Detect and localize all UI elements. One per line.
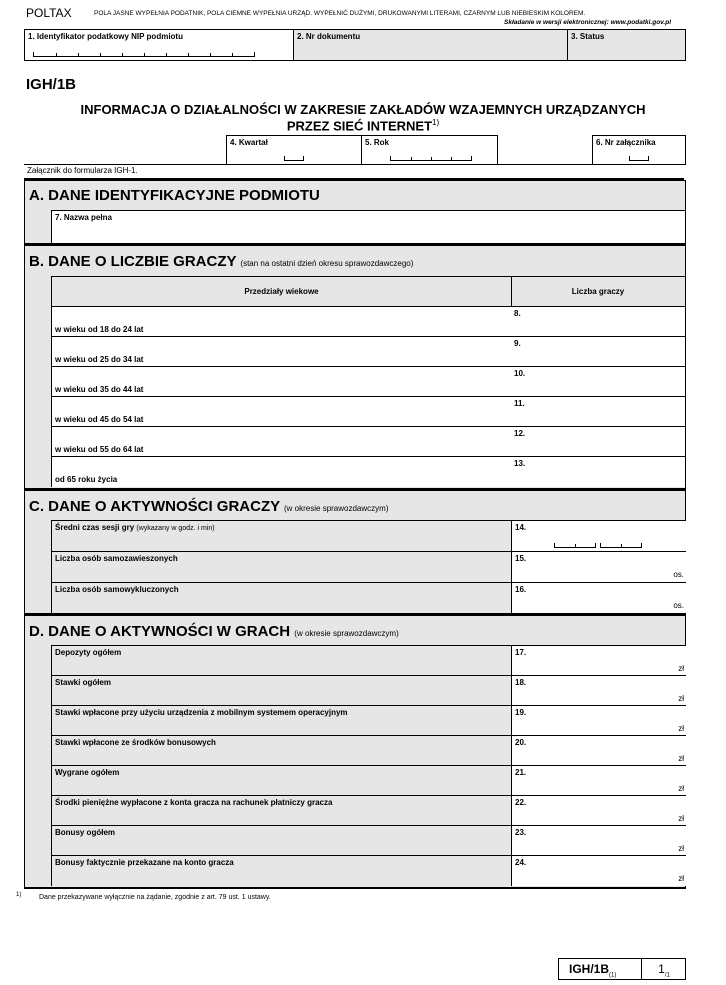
self-suspended-field[interactable] [511, 552, 687, 582]
footnote-text: Dane przekazywane wyłącznie na żądanie, zgodnie z art. 79 ust. 1 ustawy. [39, 894, 271, 901]
section-d [24, 615, 686, 889]
player-count-num: 11. [514, 399, 525, 408]
age-table-header-count [511, 276, 685, 307]
age-row [51, 396, 685, 427]
age-row-label-cell [51, 307, 512, 337]
currency-unit: zł [678, 754, 684, 763]
session-time-label-text: Średni czas sesji gry [55, 523, 135, 532]
footer-code-text: IGH/1B [569, 962, 610, 976]
player-count-num: 9. [514, 339, 521, 348]
activity-row-num: 21. [515, 768, 527, 777]
section-b [24, 245, 686, 490]
activity-amount-field[interactable] [511, 766, 687, 796]
quarter-comb [284, 156, 304, 161]
section-a [24, 180, 686, 245]
minutes-comb [600, 543, 642, 548]
self-excluded-row [51, 582, 686, 613]
nip-field[interactable] [25, 30, 294, 60]
year-label: 5. Rok [365, 138, 390, 147]
age-row [51, 426, 685, 457]
age-row [51, 306, 685, 337]
activity-row [51, 705, 686, 736]
section-c-title-text: C. DANE O AKTYWNOŚCI GRACZY [29, 498, 280, 515]
player-count-field[interactable] [511, 337, 685, 367]
activity-row-label: Depozyty ogółem [55, 648, 122, 657]
activity-row-label: Środki pieniężne wypłacone z konta gracza na rachunek płatniczy gracza [55, 798, 333, 807]
self-excluded-num: 16. [515, 585, 527, 594]
player-count-field[interactable] [511, 367, 685, 397]
activity-row-label: Bonusy ogółem [55, 828, 116, 837]
attachment-no-field[interactable] [592, 135, 686, 165]
fill-instructions: POLA JASNE WYPEŁNIA PODATNIK, POLA CIEMNE WYPEŁNIA URZĄD. WYPEŁNIĆ DUŻYMI, DRUKOWANYMI LITERAMI, CZARNYM LUB NIEBIESKIM KOLOREM. [94, 10, 586, 17]
doc-no-label: 2. Nr dokumentu [297, 32, 361, 41]
form-title-line2 [0, 118, 726, 133]
self-suspended-label: Liczba osób samozawieszonych [55, 554, 178, 563]
session-time-field[interactable] [511, 521, 687, 551]
currency-unit: zł [678, 724, 684, 733]
age-row-label: w wieku od 55 do 64 lat [55, 445, 144, 454]
activity-row-num: 20. [515, 738, 527, 747]
full-name-field[interactable] [51, 210, 685, 243]
nip-comb [33, 52, 255, 57]
form-code: IGH/1B [26, 76, 77, 93]
player-count-num: 13. [514, 459, 526, 468]
player-count-field[interactable] [511, 307, 685, 337]
full-name-label: 7. Nazwa pełna [55, 213, 112, 222]
persons-unit: os. [673, 570, 684, 579]
activity-row-label: Bonusy faktycznie przekazane na konto gracza [55, 858, 234, 867]
attachment-note-row [24, 164, 684, 180]
age-row-label-cell [51, 427, 512, 457]
section-c-subtitle: (w okresie sprawozdawczym) [284, 504, 389, 513]
attachment-no-comb [629, 156, 649, 161]
age-row [51, 366, 685, 397]
activity-row-num: 24. [515, 858, 527, 867]
persons-unit: os. [673, 601, 684, 610]
activity-row-num: 23. [515, 828, 527, 837]
footer-page-sub: /1 [664, 972, 670, 979]
activity-amount-field[interactable] [511, 736, 687, 766]
age-row-label-cell [51, 337, 512, 367]
self-suspended-row [51, 551, 686, 582]
session-time-row [51, 520, 686, 551]
age-row [51, 336, 685, 367]
age-table [51, 276, 685, 488]
activity-amount-field[interactable] [511, 856, 687, 886]
session-time-label [55, 523, 215, 532]
self-excluded-label: Liczba osób samowykluczonych [55, 585, 179, 594]
attachment-no-label: 6. Nr załącznika [596, 138, 656, 147]
status-label: 3. Status [571, 32, 605, 41]
activity-row [51, 825, 686, 856]
age-row-label: w wieku od 18 do 24 lat [55, 325, 144, 334]
brand: POLTAX [26, 6, 72, 20]
section-b-subtitle: (stan na ostatni dzień okresu sprawozdawczego) [240, 259, 414, 268]
player-count-num: 12. [514, 429, 526, 438]
section-c [24, 490, 686, 615]
count-col-label: Liczba graczy [571, 287, 625, 296]
section-c-title [29, 498, 388, 515]
currency-unit: zł [678, 874, 684, 883]
age-row-label-cell [51, 457, 512, 487]
self-suspended-num: 15. [515, 554, 527, 563]
nip-label: 1. Identyfikator podatkowy NIP podmiotu [28, 32, 183, 41]
activity-row-label: Stawki wpłacone ze środków bonusowych [55, 738, 216, 747]
footnote-mark: 1) [16, 892, 22, 898]
footer-code [569, 962, 616, 978]
currency-unit: zł [678, 844, 684, 853]
age-row-label: w wieku od 25 do 34 lat [55, 355, 144, 364]
player-count-field[interactable] [511, 457, 685, 487]
age-table-header-age [51, 276, 512, 307]
electronic-filing-note: Składanie w wersji elektronicznej: www.podatki.gov.pl [504, 19, 671, 26]
footer-code-box [558, 958, 686, 980]
footer-page-num: 1 [658, 962, 665, 976]
player-count-num: 8. [514, 309, 521, 318]
year-comb [390, 156, 472, 161]
quarter-label: 4. Kwartał [230, 138, 268, 147]
section-b-title [29, 253, 413, 270]
currency-unit: zł [678, 814, 684, 823]
activity-amount-field[interactable] [511, 706, 687, 736]
footer-page [641, 959, 686, 979]
activity-row [51, 765, 686, 796]
activity-row-label: Wygrane ogółem [55, 768, 120, 777]
activity-row-num: 19. [515, 708, 527, 717]
activity-row [51, 645, 686, 676]
activity-row [51, 735, 686, 766]
age-row-label: w wieku od 35 do 44 lat [55, 385, 144, 394]
player-count-field[interactable] [511, 397, 685, 427]
title-line2-text: PRZEZ SIEĆ INTERNET [286, 118, 433, 134]
session-time-hint: (wykazany w godz. i min) [136, 525, 215, 532]
age-row-label-cell [51, 397, 512, 427]
currency-unit: zł [678, 664, 684, 673]
activity-row-label: Stawki wpłacone przy użyciu urządzenia z mobilnym systemem operacyjnym [55, 708, 348, 717]
form-title-line1: INFORMACJA O DZIAŁALNOŚCI W ZAKRESIE ZAKŁADÓW WZAJEMNYCH URZĄDZANYCH [80, 102, 646, 117]
section-d-title [29, 623, 399, 640]
activity-row-num: 17. [515, 648, 527, 657]
attachment-note-text: Załącznik do formularza IGH-1. [27, 166, 138, 175]
age-row-label-cell [51, 367, 512, 397]
year-field[interactable] [361, 135, 498, 165]
id-row [24, 29, 686, 61]
age-row-label: w wieku od 45 do 54 lat [55, 415, 144, 424]
footer-code-sub: (1) [609, 972, 617, 979]
doc-no-field [294, 30, 568, 60]
activity-amount-field[interactable] [511, 796, 687, 826]
currency-unit: zł [678, 784, 684, 793]
currency-unit: zł [678, 694, 684, 703]
activity-row-num: 18. [515, 678, 527, 687]
age-col-label: Przedziały wiekowe [244, 287, 319, 296]
activity-amount-field[interactable] [511, 646, 687, 676]
quarter-field[interactable] [226, 135, 362, 165]
activity-amount-field[interactable] [511, 676, 687, 706]
section-b-title-text: B. DANE O LICZBIE GRACZY [29, 253, 237, 270]
age-row [51, 456, 685, 487]
section-a-title: A. DANE IDENTYFIKACYJNE PODMIOTU [29, 187, 320, 204]
status-field [568, 30, 685, 60]
hours-comb [554, 543, 596, 548]
session-time-num: 14. [515, 523, 527, 532]
activity-row-label: Stawki ogółem [55, 678, 112, 687]
section-d-title-text: D. DANE O AKTYWNOŚCI W GRACH [29, 623, 291, 640]
age-row-label: od 65 roku życia [55, 475, 118, 484]
activity-amount-field[interactable] [511, 826, 687, 856]
activity-row [51, 675, 686, 706]
player-count-num: 10. [514, 369, 526, 378]
activity-row-num: 22. [515, 798, 527, 807]
section-d-subtitle: (w okresie sprawozdawczym) [294, 629, 399, 638]
activity-row [51, 795, 686, 826]
activity-row [51, 855, 686, 886]
self-excluded-field[interactable] [511, 583, 687, 613]
player-count-field[interactable] [511, 427, 685, 457]
title-footnote-mark: 1) [432, 118, 440, 127]
